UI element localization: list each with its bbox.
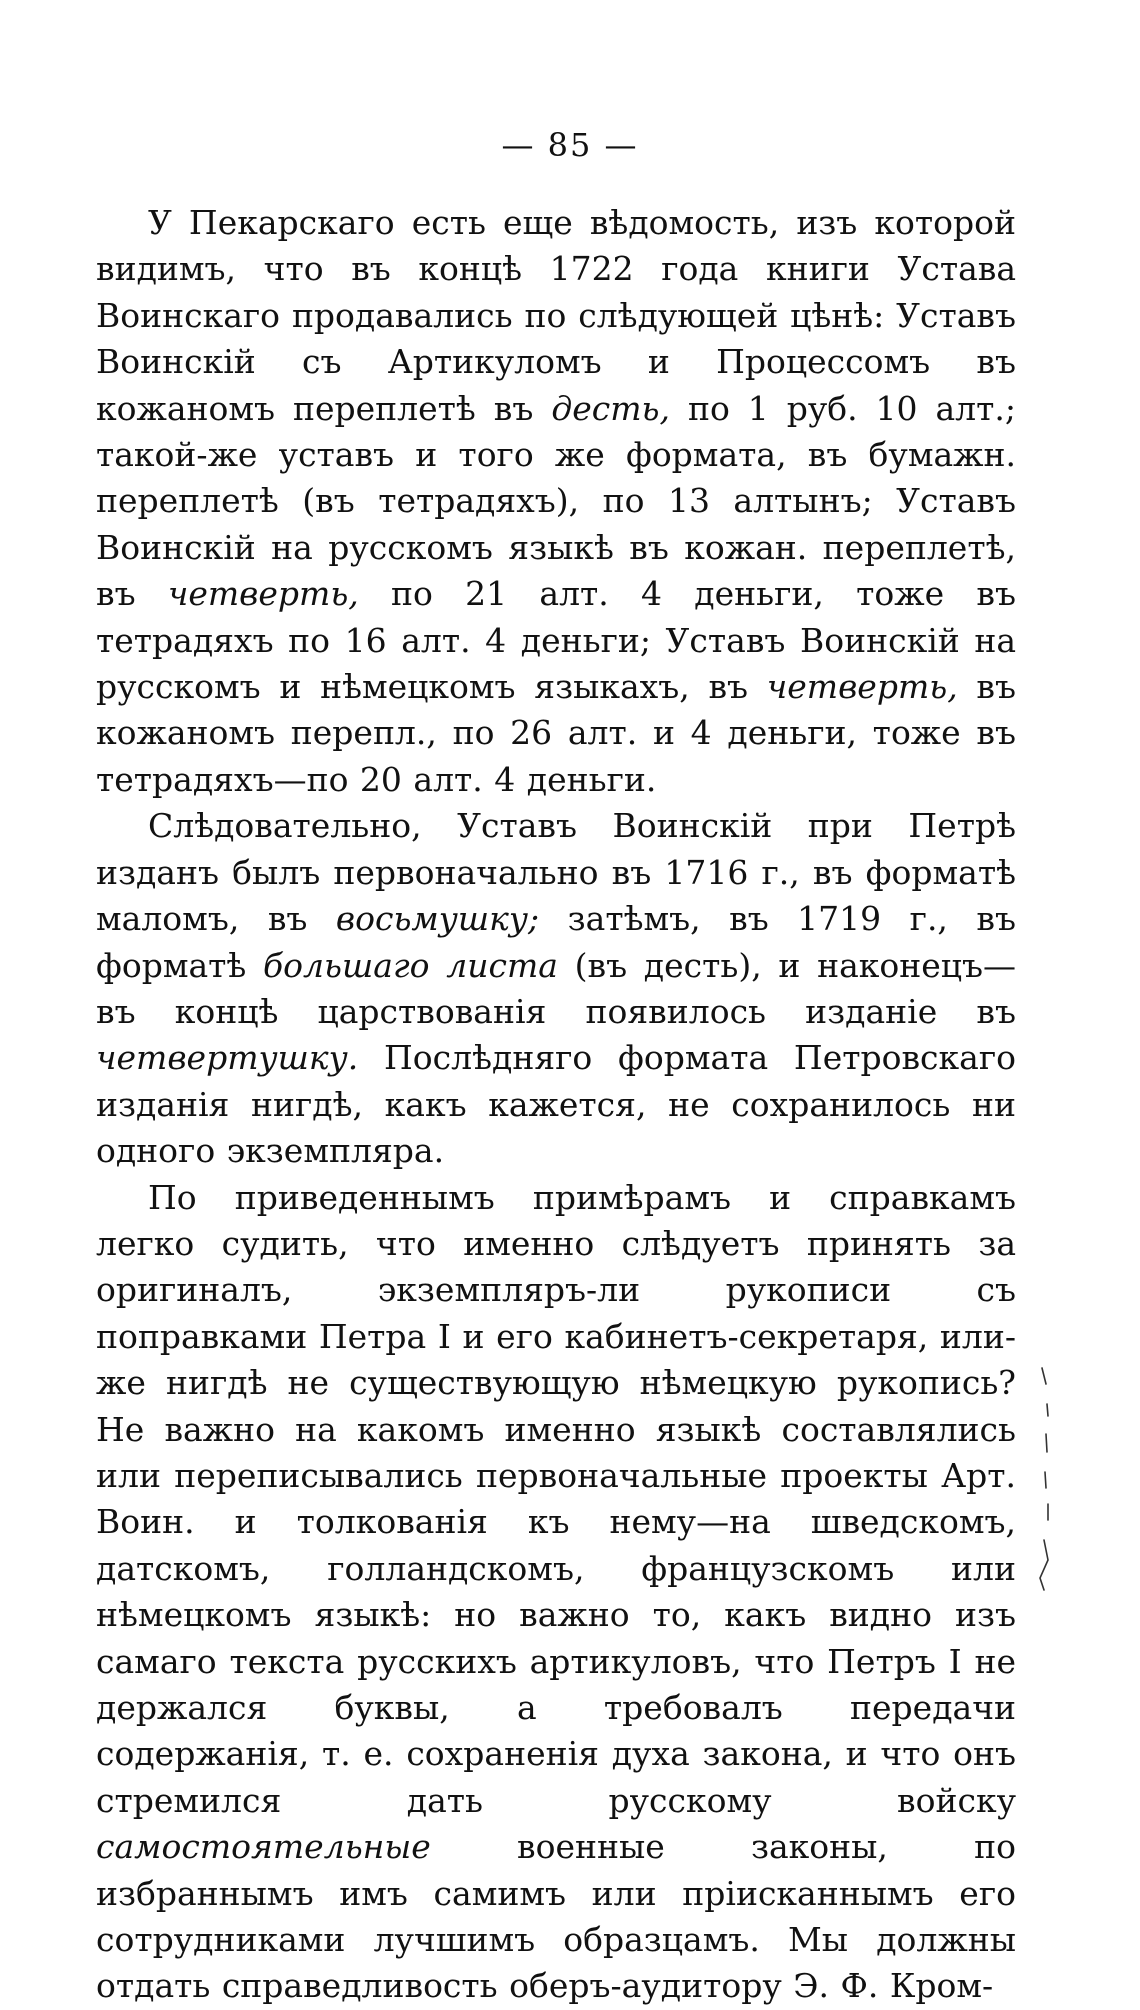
italic-run: четверть, [167,574,359,614]
text-run: по 21 алт. 4 деньги, тоже въ тетрадяхъ по 16 алт. 4 деньги; Уставъ Воинскій на русскомъ и нѣмецкомъ языкахъ, въ [96,574,1016,707]
text-run: По приведеннымъ примѣрамъ и справкамъ легко судить, что именно слѣдуетъ принять за оригиналъ, экземпляръ-ли рукописи съ поправками Петра I и его кабинетъ-секретаря, или-же нигдѣ не существующую нѣмецкую рукопись? Не важно на какомъ именно языкѣ составлялись или переписывались первоначальные проекты Арт. Воин. и толкованія къ нему—на шведскомъ, датскомъ, голландскомъ, французскомъ или нѣмецкомъ языкѣ: но важно то, какъ видно изъ самаго текста русскихъ артикуловъ, что Петръ I не держался буквы, а требовалъ передачи содержанія, т. е. сохраненія духа закона, и что онъ стремился дать русскому войску [96,1177,1016,1820]
italic-run: четвертушку. [96,1038,359,1078]
text-run: военные законы, по избраннымъ имъ самимъ или пріисканнымъ его сотрудниками лучшимъ образцамъ. Мы должны отдать справедливость оберъ-аудитору Э. Ф. Кром- [96,1827,1016,2006]
italic-run: самостоятельные [96,1827,431,1867]
text-run: У Пекарскаго есть еще вѣдомость, изъ которой видимъ, что въ концѣ 1722 года книги Устава Воинскаго продавались по слѣдующей цѣнѣ: Уставъ Воинскій съ Артикуломъ и Процессомъ въ кожаномъ переплетѣ въ [96,203,1016,428]
text-run: затѣмъ, въ 1719 г., въ форматѣ [96,899,1016,985]
paragraph [96,803,1016,1174]
body-text [96,200,1016,2010]
italic-run: восьмушку; [335,899,540,939]
text-run: Слѣдовательно, Уставъ Воинскій при Петрѣ изданъ былъ первоначально въ 1716 г., въ форматѣ маломъ, въ [96,806,1016,939]
margin-pencil-mark [1036,1364,1056,1594]
italic-run: десть, [551,388,670,428]
text-run: (въ десть), и наконецъ—въ концѣ царствованія появилось изданіе въ [96,945,1016,1031]
text-run: Послѣдняго формата Петровскаго изданія нигдѣ, какъ кажется, не сохранилось ни одного экземпляра. [96,1038,1016,1171]
text-run: по 1 руб. 10 алт.; такой-же уставъ и того же формата, въ бумажн. переплетѣ (въ тетрадяхъ), по 13 алтынъ; Уставъ Воинскій на русскомъ языкѣ въ кожан. переплетѣ, въ [96,388,1017,614]
paragraph [96,200,1016,803]
paragraph [96,1175,1016,2010]
italic-run: четверть, [766,667,958,707]
page-number: — 85 — [501,126,639,164]
italic-run: большаго листа [263,945,558,985]
text-run: въ кожаномъ перепл., по 26 алт. и 4 деньги, тоже въ тетрадяхъ—по 20 алт. 4 деньги. [96,667,1016,799]
